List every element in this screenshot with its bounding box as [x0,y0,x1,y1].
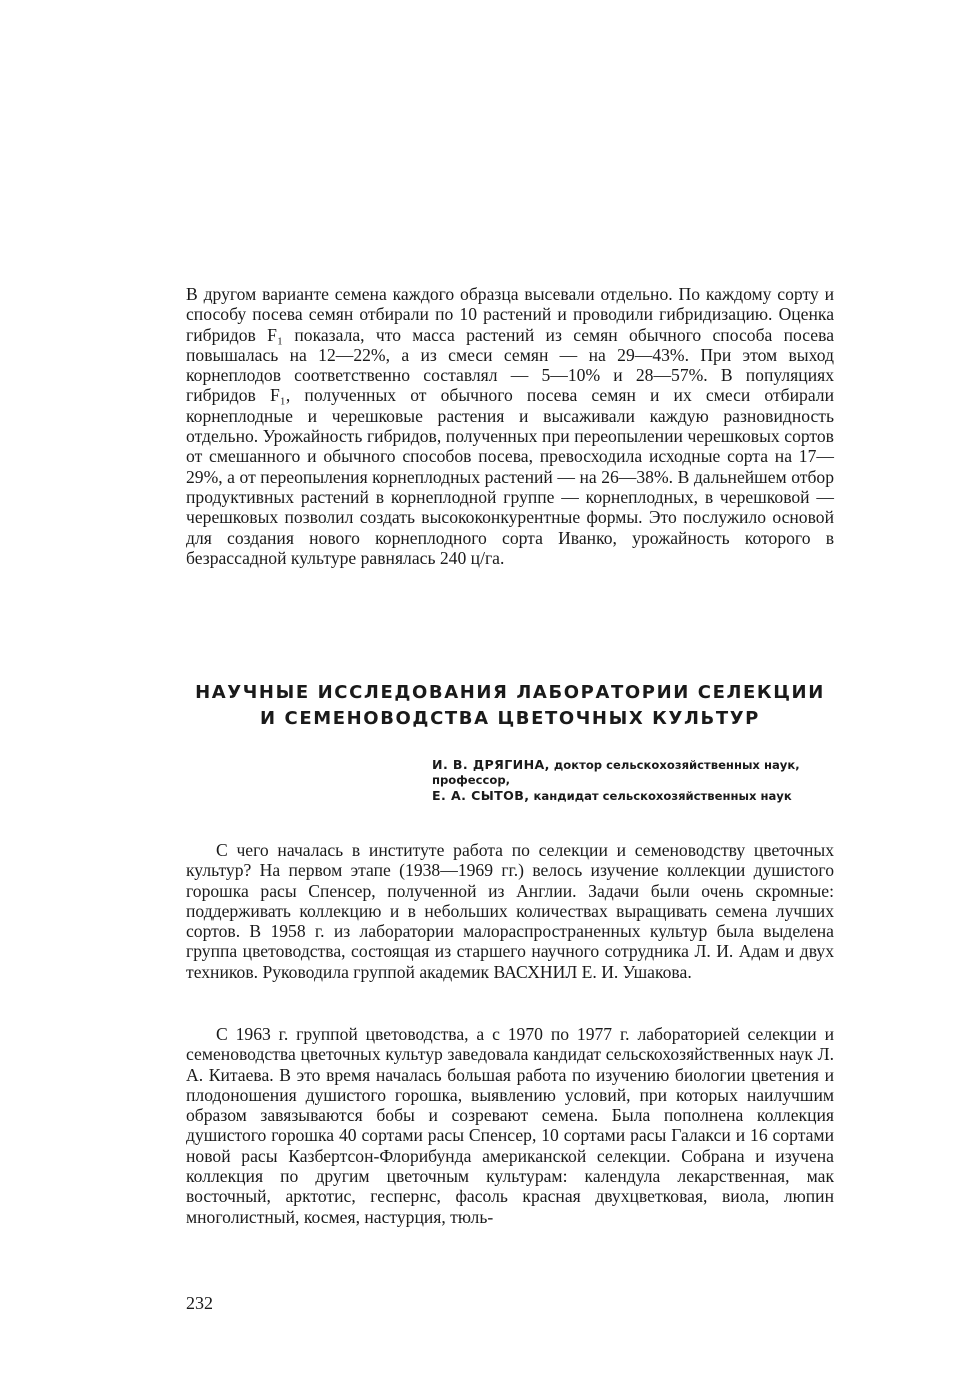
paragraph-history: С 1963 г. группой цветоводства, а с 1970 по 1977 г. лабораторией селекции и семеноводства цветочных культур заведовала кандидат сельскохозяйственных наук Л. А. Китаева. В это время началась большая работа по изучению биологии цветения и плодоношения душистого горошка, выявлению условий, при которых наилучшим образом завязываются бобы и созревают семена. Была пополнена коллекция душистого горошка 40 сортами расы Спенсер, 10 сортами расы Галакси и 16 сортами новой расы Казбертсон-Флорибунда американской селекции. Собрана и изучена коллекция по другим цветочным культурам: календула лекарственная, мак восточный, арктотис, геспернс, фасоль красная двухцветковая, виола, люпин многолистный, космея, настурция, тюль- [186,1024,834,1227]
heading-line-1: НАУЧНЫЕ ИССЛЕДОВАНИЯ ЛАБОРАТОРИИ СЕЛЕКЦИИ [195,682,825,703]
author-entry [432,757,832,788]
paragraph-intro: С чего началась в институте работа по селекции и семеноводству цветочных культур? На первом этапе (1938—1969 гг.) велось изучение коллекции душистого горошка расы Спенсер, полученной из Англии. Задачи были очень скромные: поддерживать коллекцию и в небольших количествах выращивать семена лучших сортов. В 1958 г. из лаборатории малораспространенных культур была выделена группа цветоводства, состоящая из старшего научного сотрудника Л. И. Адам и двух техников. Руководила группой академик ВАСХНИЛ Е. И. Ушакова. [186,840,834,982]
paragraph-top: В другом варианте семена каждого образца высевали отдельно. По каждому сорту и способу посева семян отбирали по 10 растений и проводили гибридизацию. Оценка гибридов F₁ показала, что масса растений из семян обычного способа посева повышалась на 12—22%, а из смеси семян — на 29—43%. При этом выход корнеплодов соответственно составлял — 5—10% и 28—57%. В популяциях гибридов F₁, полученных от обычного посева семян и их смеси отбирали корнеплодные и черешковые растения и высаживали каждую разновидность отдельно. Урожайность гибридов, полученных при переопылении черешковых сортов от смешанного и обычного способов посева, превосходила исходные сорта на 17—29%, а от переопыления корнеплодных растений — на 26—38%. В дальнейшем отбор продуктивных растений в корнеплодной группе — корнеплодных, в черешковой — черешковых позволил создать высококонкурентные формы. Это послужило основой для создания нового корнеплодного сорта Иванко, урожайность которого в безрассадной культуре равнялась 240 ц/га. [186,284,834,568]
author-entry [432,788,832,804]
section-heading [186,680,834,732]
authors-block [432,757,832,804]
author-title: доктор сельскохозяйственных наук, профессор, [432,758,800,787]
page-number: 232 [186,1293,213,1313]
author-title: кандидат сельскохозяйственных наук [533,789,792,803]
author-name: И. В. ДРЯГИНА, [432,757,550,772]
author-name: Е. А. СЫТОВ, [432,788,530,803]
heading-line-2: И СЕМЕНОВОДСТВА ЦВЕТОЧНЫХ КУЛЬТУР [260,708,760,729]
